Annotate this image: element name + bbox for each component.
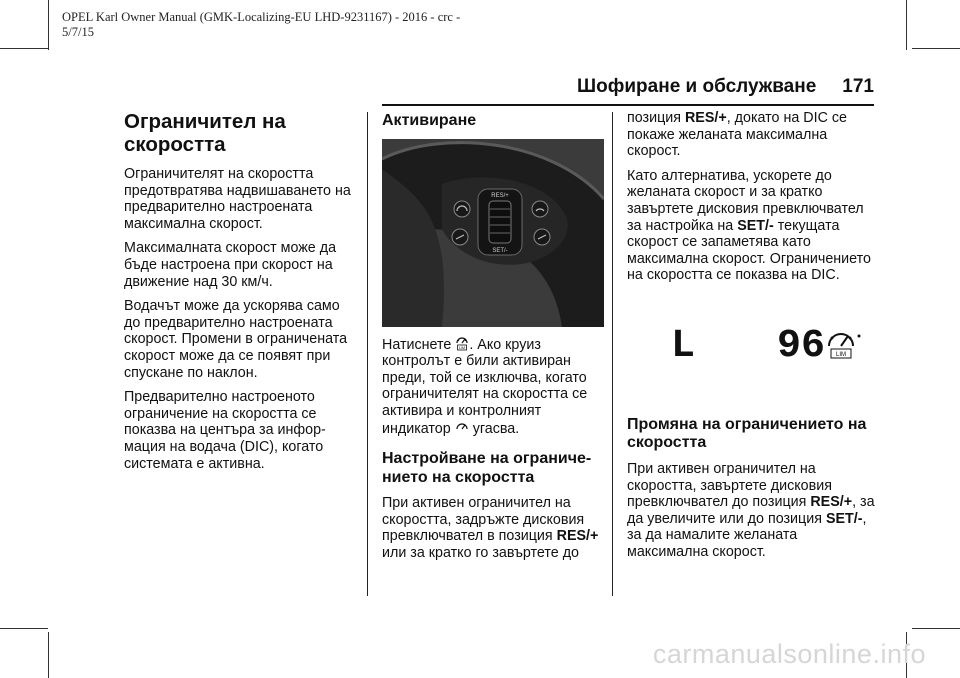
column-divider bbox=[367, 112, 368, 596]
text: . Ако круиз контролът е били активиран преди, той се изключва, когато ограничителят на скоростта се активира и контролният индикатор bbox=[382, 336, 588, 438]
text: угасва. bbox=[472, 421, 520, 438]
dic-display bbox=[627, 292, 877, 410]
crop-mark bbox=[48, 0, 49, 50]
key-label: SET/- bbox=[825, 510, 863, 527]
steering-wheel-illustration bbox=[382, 139, 604, 327]
speed-limiter-indicator-icon bbox=[455, 419, 469, 435]
crop-mark bbox=[0, 628, 48, 629]
dic-speed-limiter-icon bbox=[829, 334, 861, 358]
key-label: RES/+ bbox=[556, 528, 599, 545]
paragraph-activate bbox=[382, 335, 604, 439]
text: Натиснете bbox=[382, 336, 452, 353]
text: Като алтернатива, ускорете до желаната скорост и за кратко завъртете дисковия превключвател за настройка на bbox=[627, 167, 864, 234]
dic-gear-letter: L bbox=[671, 323, 696, 369]
paragraph bbox=[627, 461, 877, 561]
crop-mark bbox=[906, 0, 907, 50]
subheading-change: Промяна на ограничението на скоростта bbox=[627, 415, 867, 452]
text: или за кратко го завъртете до bbox=[382, 544, 579, 561]
running-head bbox=[577, 76, 874, 98]
svg-text:LIM: LIM bbox=[459, 345, 466, 350]
crop-mark bbox=[912, 48, 960, 49]
column-divider bbox=[612, 112, 613, 596]
column-3 bbox=[627, 110, 877, 569]
dic-display-illustration bbox=[627, 292, 877, 410]
paragraph: Максималната скорост може да бъде настроена при скорост на движение над 30 км/ч. bbox=[124, 240, 337, 290]
text: позиция bbox=[627, 110, 681, 126]
text: , за да намалите желаната максимална скорост. bbox=[627, 510, 867, 560]
crop-mark bbox=[0, 48, 48, 49]
text: При активен ограничител на скоростта, задръжте дисковия превключвател в позиция bbox=[382, 495, 585, 545]
subheading-setting: Настройване на ограничението на скоростта bbox=[382, 450, 592, 486]
crop-mark bbox=[912, 628, 960, 629]
paragraph: Ограничителят на скоростта предотвратява надвишаването на предварително настроената максимална скорост. bbox=[124, 166, 351, 232]
photo-label-res: RES/+ bbox=[491, 192, 509, 199]
section-heading: Ограничител на скоростта bbox=[124, 110, 286, 156]
page-number: 171 bbox=[842, 76, 874, 97]
header-rule bbox=[382, 104, 874, 106]
key-label: SET/- bbox=[737, 217, 774, 234]
paragraph bbox=[627, 110, 877, 160]
text: При активен ограничител на скоростта, завъртете дисковия превключвател до позиция bbox=[627, 460, 832, 511]
paragraph: Водачът може да ускорява само до предварително настроената скорост. Промени в ограничената скорост може да се появят при спускане по наклон. bbox=[124, 298, 348, 381]
watermark: carmanualsonline.info bbox=[652, 639, 926, 669]
print-metadata-line: OPEL Karl Owner Manual (GMK-Localizing-EU LHD-9231167) - 2016 - crc - bbox=[62, 10, 461, 24]
dic-speed-value: 96 bbox=[777, 323, 826, 369]
paragraph bbox=[627, 168, 877, 284]
speed-limiter-icon bbox=[455, 335, 469, 351]
paragraph-setting bbox=[382, 495, 604, 561]
crop-mark bbox=[48, 632, 49, 678]
section-title: Шофиране и обслужване bbox=[577, 76, 817, 97]
text: , докато на DIC се покаже желаната максимална скорост. bbox=[627, 110, 847, 160]
print-metadata bbox=[62, 10, 460, 40]
print-metadata-line: 5/7/15 bbox=[62, 25, 94, 39]
photo-label-set: SET/- bbox=[492, 247, 508, 254]
text: текущата скорост се запаметява като максимална скорост. Ограничението на скоростта се показва на DIC. bbox=[627, 217, 871, 284]
key-label: RES/+ bbox=[684, 110, 727, 126]
text: , за да увеличите или до позиция bbox=[627, 494, 875, 527]
subheading-activate: Активиране bbox=[382, 112, 477, 129]
column-1 bbox=[124, 110, 352, 480]
paragraph: Предварително настроеното ограничение на скоростта се показва на центъра за информация на водача (DIC), когато системата е активна. bbox=[124, 389, 326, 472]
column-2 bbox=[382, 110, 604, 569]
steering-wheel-photo bbox=[382, 139, 604, 327]
key-label: RES/+ bbox=[810, 494, 853, 511]
dic-icon-label: LIM bbox=[835, 351, 847, 358]
